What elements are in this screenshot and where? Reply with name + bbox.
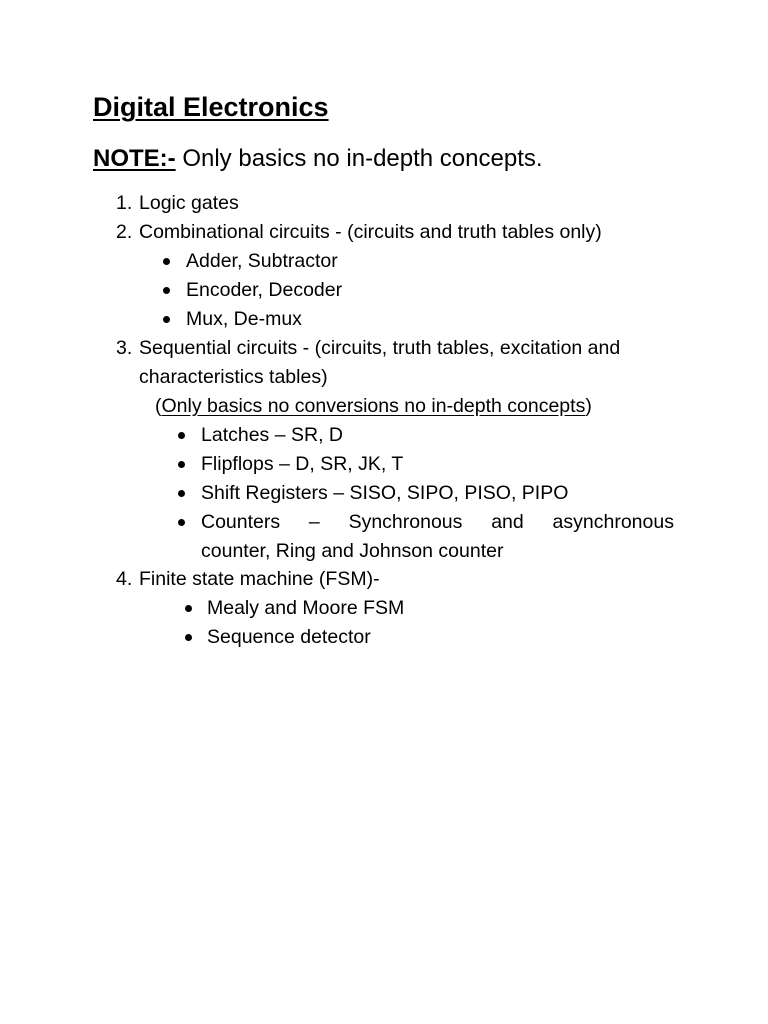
bullet-icon <box>178 461 185 468</box>
list-number: 2. <box>116 221 133 243</box>
counters-word: Counters <box>201 511 281 533</box>
bullet-icon <box>178 432 185 439</box>
sub-list-item-counters <box>201 508 674 537</box>
remark-open-paren: ( <box>155 395 162 417</box>
sub-list-item: Encoder, Decoder <box>186 279 343 301</box>
bullet-icon <box>185 605 192 612</box>
list-item-combinational: Combinational circuits - (circuits and truth tables only) <box>139 221 602 243</box>
bullet-icon <box>178 490 185 497</box>
note-text: Only basics no in-depth concepts. <box>182 145 543 172</box>
counters-word: and <box>491 511 524 533</box>
note-label: NOTE:- <box>93 145 176 172</box>
list-item-fsm: Finite state machine (FSM)- <box>139 568 380 590</box>
list-number: 1. <box>116 192 133 214</box>
sequential-remark <box>155 392 592 421</box>
counters-word: asynchronous <box>552 511 674 533</box>
list-item-sequential: Sequential circuits - (circuits, truth tables, excitation and <box>139 337 621 359</box>
sub-list-item: Mealy and Moore FSM <box>207 597 405 619</box>
sub-list-item: Mux, De-mux <box>186 308 302 330</box>
remark-text: Only basics no conversions no in-depth concepts <box>161 395 586 417</box>
counters-word: Synchronous <box>348 511 463 533</box>
list-item-logic-gates: Logic gates <box>139 192 239 214</box>
list-item-sequential-continued: characteristics tables) <box>139 366 328 388</box>
list-number: 4. <box>116 568 133 590</box>
list-number: 3. <box>116 337 133 359</box>
sub-list-item: Shift Registers – SISO, SIPO, PISO, PIPO <box>201 482 569 504</box>
sub-list-item: Sequence detector <box>207 626 371 648</box>
counters-word: – <box>308 511 320 533</box>
remark-close-paren: ) <box>585 395 592 417</box>
sub-list-item-counters-continued: counter, Ring and Johnson counter <box>201 540 504 562</box>
bullet-icon <box>163 258 170 265</box>
sub-list-item: Latches – SR, D <box>201 424 343 446</box>
sub-list-item: Adder, Subtractor <box>186 250 338 272</box>
document-title: Digital Electronics <box>93 92 329 122</box>
bullet-icon <box>163 287 170 294</box>
bullet-icon <box>185 634 192 641</box>
sub-list-item: Flipflops – D, SR, JK, T <box>201 453 404 475</box>
note-line <box>93 140 543 178</box>
bullet-icon <box>163 316 170 323</box>
bullet-icon <box>178 519 185 526</box>
